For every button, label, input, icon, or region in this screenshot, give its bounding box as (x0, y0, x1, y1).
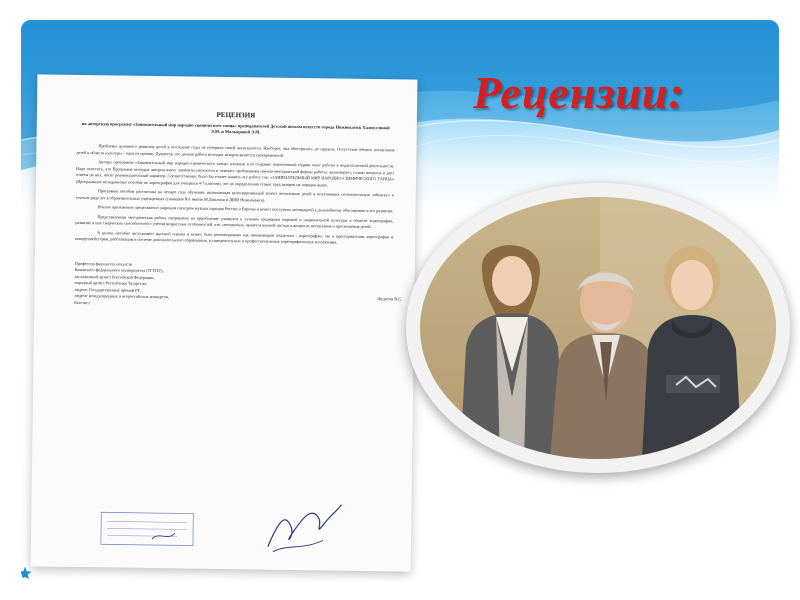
document-paragraph: Авторы программы «Занимательный мир народно-сценического танца» вложили в её создание накопленный годами опыт работы в педагогической деятельности. Надо отметить, что Программа молодых авторов имеет элементы научности и отвечает требованиям научно-методической формы работы: анализирует, ставит вопросы и дает ответы на них, носит рекомендательный характер. Соответственно, было бы точнее назвать эту работу так: «ЗАНИМАТЕЛЬНЫЙ МИР НАРОДНО-СЦЕНИЧЕСКОГО ТАНЦА» (Программное методическое пособие по хореографии для учащихся 4-7 классов), что по определению ставит труд авторов на порядок выше. (75, 159, 395, 187)
slide-title: Рецензии: (473, 67, 685, 118)
signature-line: народный артист Республики Татарстан, (74, 279, 147, 286)
group-photo (420, 197, 776, 459)
document-subtitle: на авторскую программу «Занимательный мир народно-сценического танца» преподавателей Детской школы искусств города Нижнекамск Халиуллиной Э.М. и Мальяровой Э.М. (81, 120, 390, 135)
star-bullet-icon (21, 566, 32, 580)
document-paragraph: В целом, пособие заслуживает высокой оценки и может быть рекомендовано как начинающим педагогам - хореографам, так и преподавателям хореографии и концертмейстерам, работающим в системе дополнительного образования, в самодеятельных и профессиональных хореографических коллективах. (75, 229, 394, 245)
photo-frame (406, 183, 790, 473)
document-paragraph: Программа пособия рассчитана на четыре года обучения, включающая интегрированный аспект воспитания детей в получивших положительную «обкатку» в течение ряда лет в образовательных учреждениях (гимназия №1 имени М.Джалиля и ДШИ Нижнекамск). (75, 188, 394, 203)
document-paragraph: Представленная методическая работа направлена на приобщение учащихся к лучшим традициям мировой и национальной культуры в области хореографии, развитие в них творческих способностей с учетом возрастных особенностей, что, несомненно, является важной частью в вопросах воспитания и просвещения детей. (75, 213, 394, 230)
document-title: РЕЦЕНЗИЯ (216, 110, 256, 120)
signature-line: лауреат международных и всероссийских конкурсов, (74, 292, 170, 300)
signature-block (74, 260, 403, 310)
document-paragraph: Проблемы духовного развития детей в последние годы не потеряли своей актуальности. Наоборот, она обострилась до предела. Отсутствие общего воспитания детей в области культуры – одна из причин. Думается, что данная работа молодых авторов является своевременной. (76, 143, 395, 158)
signature-line: заслуженный артист Российской Федерации, (74, 273, 155, 280)
document-body (74, 109, 403, 310)
signer-name: Федотов В.С. (377, 295, 403, 301)
review-document (31, 74, 418, 571)
signature-line: Профессор факультета искусств (74, 260, 133, 267)
handwritten-signature (263, 492, 344, 563)
signature-line: балетист (74, 299, 91, 305)
stamp-icon (97, 508, 198, 549)
document-paragraph: Нотное приложение представлено широким спектром музыки народов России и Европы и может послужить мотивацией к дальнейшему обогащению в его развитии. (97, 204, 394, 214)
signature-line: Казанского федерального университета (ТГГПУ), (74, 266, 164, 274)
signature-line: лауреат Государственных премий РТ, (74, 286, 141, 293)
